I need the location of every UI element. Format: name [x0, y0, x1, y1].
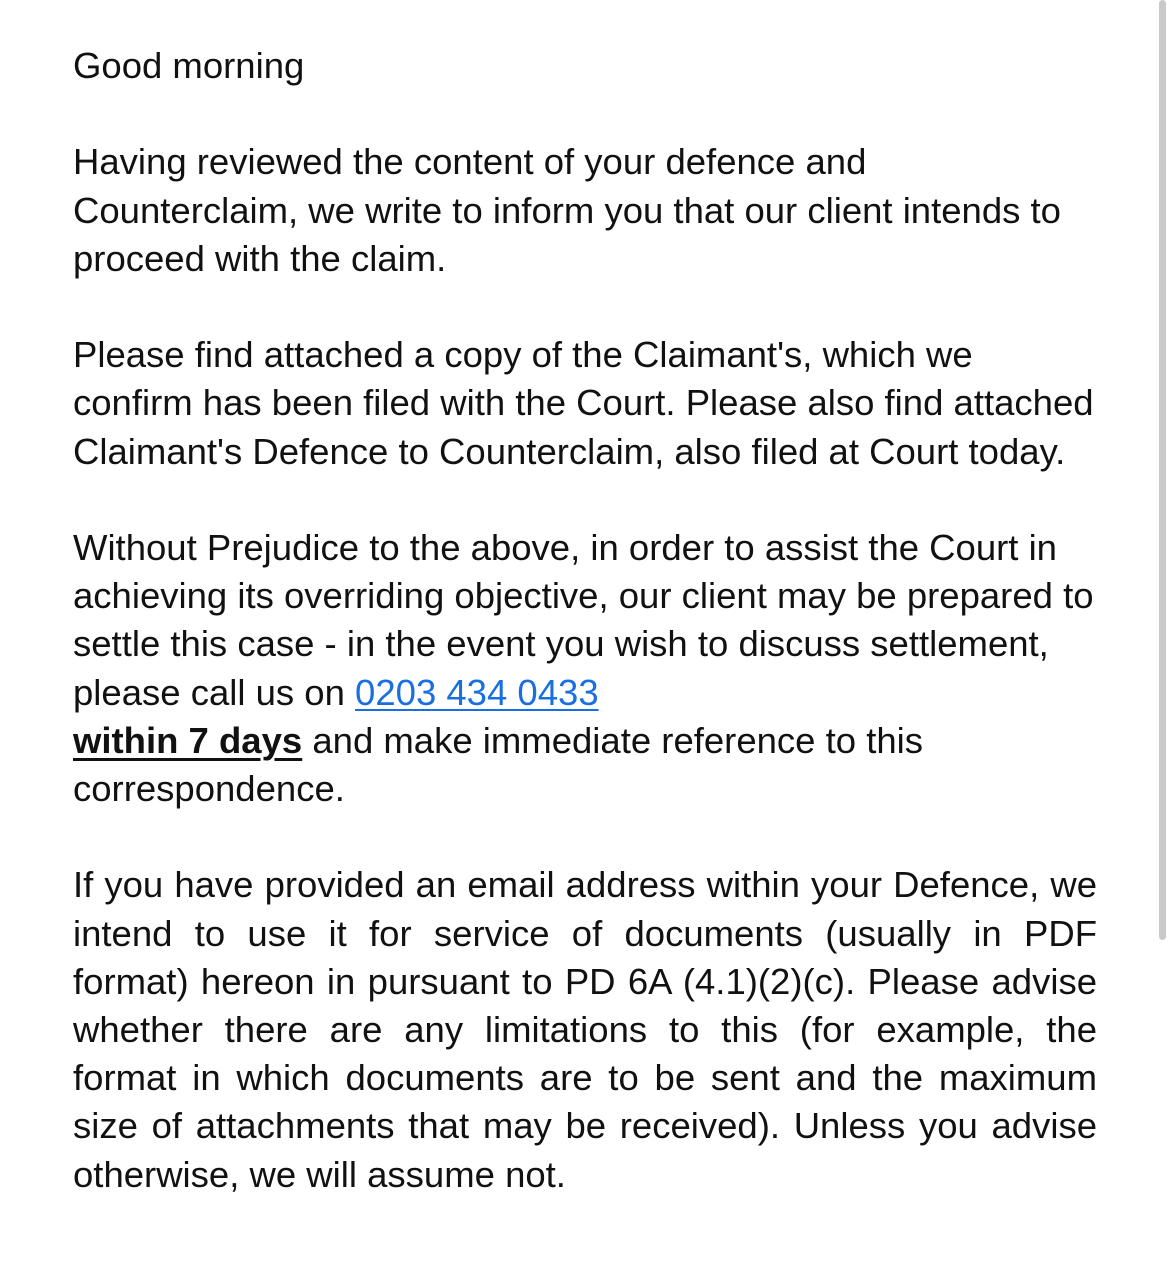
scrollbar[interactable]: [1159, 0, 1166, 940]
paragraph-settlement: [73, 524, 1097, 813]
paragraph-attachments: Please find attached a copy of the Claimant's, which we confirm has been filed with the Court. Please also find attached Claimant's Defence to Counterclaim, also filed at Court today.: [73, 334, 1094, 472]
settlement-text: Without Prejudice to the above, in order to assist the Court in achieving its overriding objective, our client may be prepared to settle this case - in the event you wish to discuss settlement, please call us on: [73, 526, 1094, 713]
deadline-text: within 7 days: [73, 719, 303, 761]
phone-link[interactable]: 0203 434 0433: [355, 671, 599, 713]
settlement-text-end: and make immediate reference to this correspondence.: [73, 719, 924, 809]
greeting: Good morning: [73, 45, 305, 86]
paragraph-service: If you have provided an email address within your Defence, we intend to use it for service of documents (usually in PDF format) hereon in pursuant to PD 6A (4.1)(2)(c). Please advise whether there are any limitations to this (for example, the format in which documents are to be sent and the maximum size of attachments that may be received). Unless you advise otherwise, we will assume not.: [73, 864, 1097, 1195]
email-body: [73, 42, 1097, 1247]
paragraph-defence-review: Having reviewed the content of your defence and Counterclaim, we write to inform you that our client intends to proceed with the claim.: [73, 141, 1061, 279]
